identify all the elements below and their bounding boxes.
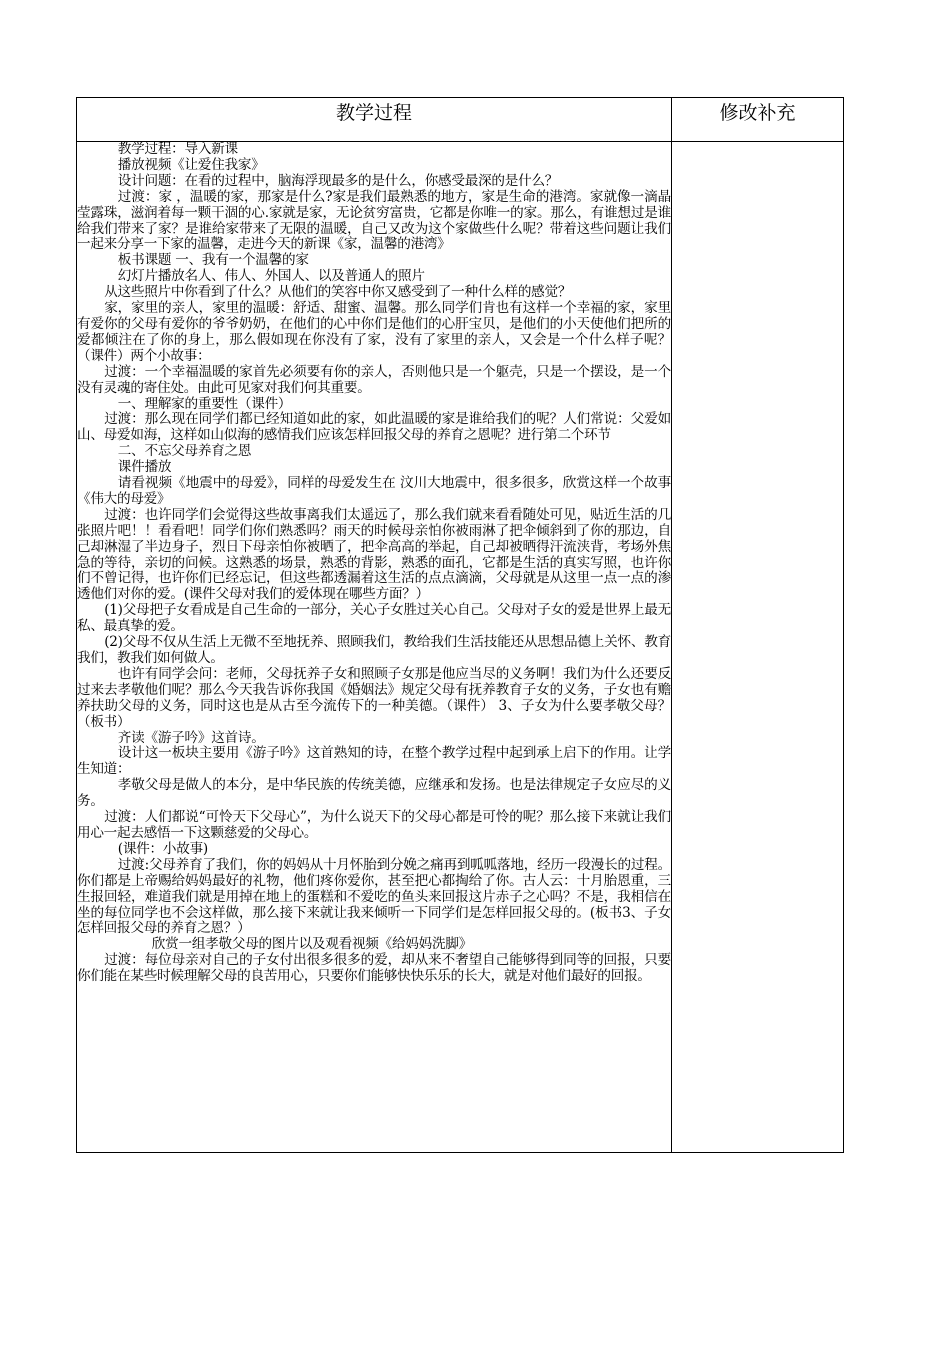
paragraph: 过渡：那么现在同学们都已经知道如此的家，如此温暖的家是谁给我们的呢？人们常说：父爱如山、母爱如海，这样如山似海的感情我们应该怎样回报父母的养育之恩呢？进行第二个环节 xyxy=(77,411,671,444)
paragraph: 过渡：一个幸福温暖的家首先必须要有你的亲人，否则他只是一个躯壳，只是一个摆设，是一个没有灵魂的寄住处。由此可见家对我们何其重要。 xyxy=(77,363,671,396)
paragraph: 设计这一板块主要用《游子吟》这首熟知的诗，在整个教学过程中起到承上启下的作用。让学生知道： xyxy=(77,745,671,778)
lesson-table xyxy=(76,97,844,1153)
paragraph: 播放视频《让爱住我家》 xyxy=(117,156,265,173)
paragraph: 请看视频《地震中的母爱》，同样的母爱发生在 汶川大地震中，很多很多，欣赏这样一个故事《伟大的母爱》 xyxy=(77,475,671,507)
header-teaching-process: 教学过程 xyxy=(77,98,672,142)
paragraph: 过渡：人们都说“可怜天下父母心”，为什么说天下的父母心都是可怜的呢？那么接下来就让我们用心一起去感悟一下这颗慈爱的父母心。 xyxy=(77,809,671,841)
paragraph: 过渡：每位母亲对自己的子女付出很多很多的爱，却从来不奢望自己能够得到同等的回报，只要你们能在某些时候理解父母的良苦用心，只要你们能够快快乐乐的长大，就是对他们最好的回报。 xyxy=(77,952,671,985)
paragraph: (2)父母不仅从生活上无微不至地抚养、照顾我们，教给我们生活技能还从思想品德上关怀、教育我们，教我们如何做人。 xyxy=(77,634,671,666)
paragraph: 课件播放 xyxy=(117,459,172,476)
paragraph: 家，家里的亲人，家里的温暖：舒适、甜蜜、温馨。那么同学们肯也有这样一个幸福的家，家里有爱你的父母有爱你的爷爷奶奶，在他们的心中你们是他们的心肝宝贝，是他们的小天使他们把所的爱都倾注在了你的身上，那么假如现在你没有了家，没有了家里的亲人，又会是一个什么样子呢？（课件）两个小故事： xyxy=(77,300,671,364)
paragraph: (1)父母把子女看成是自己生命的一部分，关心子女胜过关心自己。父母对子女的爱是世界上最无私、最真挚的爱。 xyxy=(77,602,671,635)
paragraph: 也许有同学会问：老师，父母抚养子女和照顾子女那是他应当尽的义务啊！我们为什么还要反过来去孝敬他们呢？那么今天我告诉你我国《婚姻法》规定父母有抚养教育子女的义务，子女也有赡养扶助父母的义务，同时这也是从古至今流传下的一种美德。（课件） 3、子女为什么要孝敬父母？（板书） xyxy=(77,665,671,730)
paragraph: 齐读《游子吟》这首诗。 xyxy=(117,729,265,746)
header-row xyxy=(77,98,844,142)
teaching-process-cell xyxy=(77,142,672,1153)
paragraph: 欣赏一组孝敬父母的图片以及观看视频《给妈妈洗脚》 xyxy=(151,936,473,953)
paragraph: 二、不忘父母养育之恩 xyxy=(117,443,252,460)
content-row xyxy=(77,142,844,1153)
paragraph: 过渡:父母养育了我们，你的妈妈从十月怀胎到分娩之痛再到呱呱落地，经历一段漫长的过程。你们都是上帝赐给妈妈最好的礼物，他们疼你爱你，甚至把心都掏给了你。古人云：十月胎恩重，三生报回轻，难道我们就是用掉在地上的蛋糕和不爱吃的鱼头来回报这片赤子之心吗？不是，我相信在坐的每位同学也不会这样做，那么接下来就让我来倾听一下同学们是怎样回报父母的。(板书3、子女怎样回报父母的养育之恩？） xyxy=(77,856,671,937)
paragraph: 幻灯片播放名人、伟人、外国人、以及普通人的照片 xyxy=(117,268,425,285)
paragraph: 一、理解家的重要性（课件） xyxy=(117,395,292,412)
paragraph: 设计问题：在看的过程中，脑海浮现最多的是什么，你感受最深的是什么？ xyxy=(117,172,559,189)
paragraph: 孝敬父母是做人的本分，是中华民族的传统美德，应继承和发扬。也是法律规定子女应尽的义务。 xyxy=(77,777,671,810)
paragraph: 从这些照片中你看到了什么？从他们的笑容中你又感受到了一种什么样的感觉？ xyxy=(104,284,572,301)
paragraph: 过渡：家 ，温暖的家，那家是什么?家是我们最熟悉的地方，家是生命的港湾。家就像一滴晶莹露珠，滋润着每一颗干涸的心.家就是家，无论贫穷富贵，它都是你唯一的家。那么，有谁想过是谁给我们带来了家？是谁给家带来了无限的温暖，自己又改为这个家做些什么呢？带着这些问题让我们一起来分享一下家的温馨，走进今天的新课《家，温馨的港湾》 xyxy=(77,188,671,253)
header-revision-notes: 修改补充 xyxy=(672,98,844,142)
revision-notes-cell xyxy=(672,142,844,1153)
paragraph: 板书课题 一、我有一个温馨的家 xyxy=(117,252,309,269)
paragraph: 过渡：也许同学们会觉得这些故事离我们太遥远了，那么我们就来看看随处可见，贴近生活的几张照片吧！！看看吧！同学们你们熟悉吗？雨天的时候母亲怕你被雨淋了把伞倾斜到了你的那边，自己却淋湿了半边身子，烈日下母亲怕你被晒了，把伞高高的举起，自己却被晒得汗流浃背，考场外焦急的等待，亲切的问候。这熟悉的场景，熟悉的背影，熟悉的面孔，它都是生活的真实写照，也许你们不曾记得，也许你们已经忘记，但这些都透漏着这生活的点点滴滴，父母就是从这里一点一点的渗透他们对你的爱。(课件父母对我们的爱体现在哪些方面？） xyxy=(77,506,671,603)
paragraph: 教学过程：导入新课 xyxy=(117,141,238,157)
paragraph: (课件：小故事) xyxy=(117,840,208,857)
